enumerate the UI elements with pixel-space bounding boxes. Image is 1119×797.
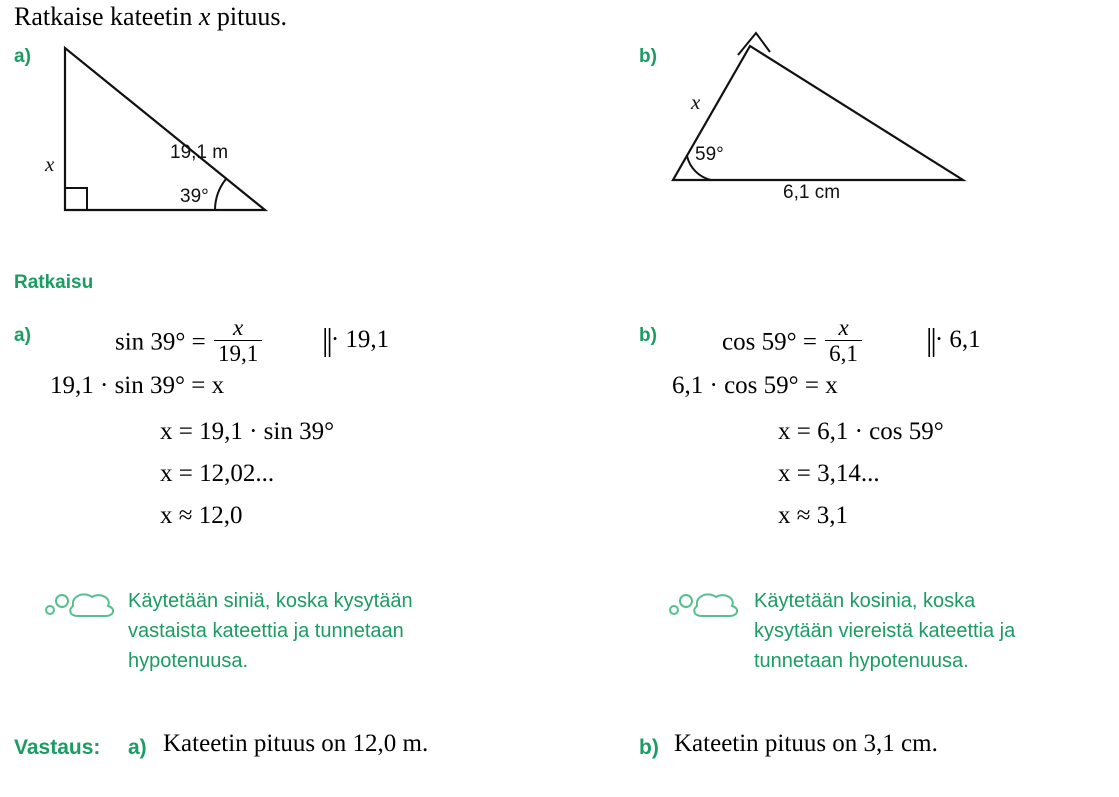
page-title bbox=[14, 2, 287, 32]
right-angle-icon bbox=[738, 33, 770, 55]
solution-b-operation bbox=[926, 318, 981, 355]
solution-a-part-label: a) bbox=[14, 325, 31, 346]
solution-b-line3: x = 6,1 · cos 59° bbox=[778, 418, 944, 445]
thought-cloud-svg bbox=[44, 588, 124, 622]
task-heading-before: Ratkaise kateetin bbox=[14, 2, 199, 31]
solution-a-line1 bbox=[115, 315, 264, 370]
task-heading-after: pituus. bbox=[210, 2, 287, 31]
answer-b-text: Kateetin pituus on 3,1 cm. bbox=[674, 730, 938, 757]
figure-a-svg bbox=[55, 40, 285, 225]
figure-b-side-label: x bbox=[691, 90, 701, 114]
solution-b-line5: x ≈ 3,1 bbox=[778, 502, 848, 529]
thought-cloud-icon bbox=[44, 588, 124, 622]
figure-a-triangle bbox=[45, 40, 285, 225]
solution-b-fraction bbox=[825, 316, 862, 368]
figure-b-part-label: b) bbox=[639, 46, 657, 67]
solution-a-line1-lhs: sin 39° = bbox=[115, 328, 206, 356]
solution-b-fraction-denominator: 6,1 bbox=[825, 340, 862, 367]
answer-a-part-label: a) bbox=[128, 736, 147, 759]
solution-a-operation-text: · 19,1 bbox=[330, 326, 390, 353]
solution-b-fraction-numerator: x bbox=[838, 315, 849, 340]
solution-b-line4: x = 3,14... bbox=[778, 460, 880, 487]
figure-a-angle-label: 39° bbox=[180, 186, 209, 207]
solution-b-operation-text: · 6,1 bbox=[934, 326, 981, 353]
solution-a-operation bbox=[322, 318, 389, 355]
solution-b-part-label: b) bbox=[639, 325, 657, 346]
solution-b-line2: 6,1 · cos 59° = x bbox=[672, 372, 838, 399]
solution-a-line4: x = 12,02... bbox=[160, 460, 275, 487]
double-bar-icon: || bbox=[926, 321, 935, 357]
solution-b-hint: Käytetään kosinia, koska kysytään viereistä kateettia ja tunnetaan hypotenuusa. bbox=[754, 590, 1016, 672]
solution-a-fraction-numerator: x bbox=[233, 315, 244, 340]
solution-a-line2: 19,1 · sin 39° = x bbox=[50, 372, 225, 399]
thought-cloud-svg bbox=[668, 588, 748, 622]
answer-a-text: Kateetin pituus on 12,0 m. bbox=[163, 730, 429, 757]
double-bar-icon: || bbox=[322, 321, 331, 357]
figure-b-angle-label: 59° bbox=[695, 144, 724, 165]
solution-a-line3: x = 19,1 · sin 39° bbox=[160, 418, 335, 445]
solution-title: Ratkaisu bbox=[14, 272, 94, 293]
figure-a-side-label: x bbox=[45, 152, 55, 176]
thought-cloud-icon bbox=[668, 588, 748, 622]
solution-a-fraction bbox=[214, 316, 262, 368]
answer-label: Vastaus: bbox=[14, 736, 101, 759]
figure-b-base-label: 6,1 cm bbox=[783, 182, 841, 203]
figure-b-triangle bbox=[665, 28, 985, 203]
angle-arc-icon bbox=[215, 179, 226, 210]
figure-a-hypotenuse-label: 19,1 m bbox=[170, 142, 229, 163]
solution-a-line5: x ≈ 12,0 bbox=[160, 502, 243, 529]
triangle-a-outline bbox=[65, 48, 265, 210]
figure-b-svg bbox=[665, 28, 985, 203]
solution-b-line1-lhs: cos 59° = bbox=[722, 328, 817, 356]
solution-a-fraction-denominator: 19,1 bbox=[214, 340, 262, 367]
solution-a-hint: Käytetään siniä, koska kysytään vastaista kateettia ja tunnetaan hypotenuusa. bbox=[128, 590, 413, 672]
solution-b-line1 bbox=[722, 315, 864, 370]
task-heading-variable: x bbox=[198, 2, 211, 31]
answer-b-part-label: b) bbox=[639, 736, 659, 759]
figure-a-part-label: a) bbox=[14, 46, 31, 67]
right-angle-icon bbox=[65, 188, 87, 210]
